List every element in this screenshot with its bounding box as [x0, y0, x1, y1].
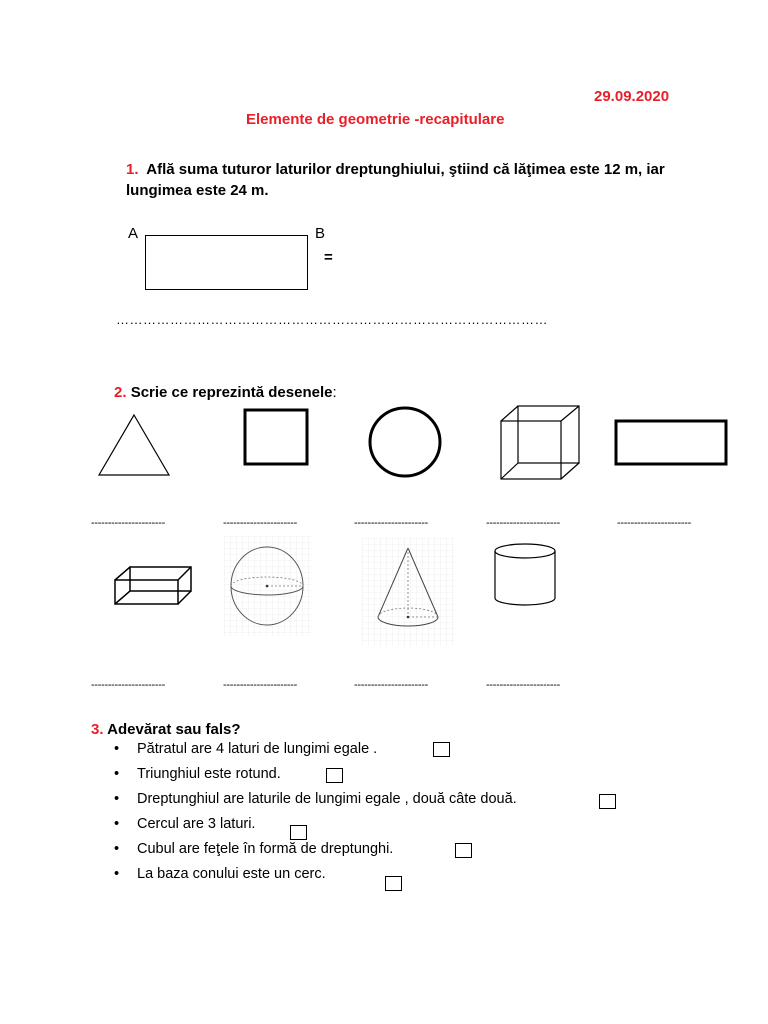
question-3 [91, 721, 241, 738]
sphere-icon [224, 536, 312, 636]
statement-text: Pătratul are 4 laturi de lungimi egale . [137, 741, 378, 757]
square-icon [243, 408, 309, 466]
question-2 [114, 384, 337, 401]
bullet: • [114, 741, 120, 757]
statement-text: Cercul are 3 laturi. [137, 816, 256, 832]
cuboid-icon [112, 564, 194, 606]
list-item [108, 766, 517, 791]
answer-blank-8[interactable]: ---------------------- [354, 679, 428, 691]
question-3-text: Adevărat sau fals? [107, 721, 241, 738]
true-false-list [108, 741, 517, 891]
page-title: Elemente de geometrie -recapitulare [246, 111, 505, 128]
answer-checkbox-2[interactable] [326, 768, 343, 783]
answer-checkbox-3[interactable] [599, 794, 616, 809]
answer-blank-2[interactable]: ---------------------- [223, 517, 297, 529]
bullet: • [114, 766, 120, 782]
answer-blank-5[interactable]: ---------------------- [617, 517, 691, 529]
bullet: • [114, 841, 120, 857]
list-item [108, 816, 517, 841]
list-item [108, 741, 517, 766]
bullet: • [114, 866, 120, 882]
equals-sign: = [324, 249, 333, 266]
answer-blank-1[interactable]: ---------------------- [91, 517, 165, 529]
bullet: • [114, 791, 120, 807]
vertex-label-a: A [128, 225, 139, 242]
statement-text: La baza conului este un cerc. [137, 866, 326, 882]
answer-checkbox-4[interactable] [290, 825, 307, 840]
answer-checkbox-5[interactable] [455, 843, 472, 858]
answer-checkbox-1[interactable] [433, 742, 450, 757]
answer-blank-6[interactable]: ---------------------- [91, 679, 165, 691]
date: 29.09.2020 [594, 88, 670, 105]
answer-blank-7[interactable]: ---------------------- [223, 679, 297, 691]
list-item [108, 866, 517, 891]
question-1-number: 1. [126, 161, 139, 178]
question-2-colon: : [332, 384, 337, 401]
rectangle-abcd [145, 235, 308, 290]
cylinder-icon [492, 542, 560, 608]
triangle-icon [96, 412, 172, 478]
question-2-text: Scrie ce reprezintă desenele [130, 384, 333, 401]
answer-line[interactable]: …………………………………………………………………………………… [116, 312, 548, 327]
vertex-label-b: B [315, 225, 326, 242]
statement-text: Triunghiul este rotund. [137, 766, 281, 782]
answer-checkbox-6[interactable] [385, 876, 402, 891]
answer-blank-4[interactable]: ---------------------- [486, 517, 560, 529]
statement-text: Cubul are feţele în formă de dreptunghi. [137, 841, 394, 857]
circle-icon [367, 404, 443, 480]
answer-blank-3[interactable]: ---------------------- [354, 517, 428, 529]
question-3-number: 3. [91, 721, 104, 738]
bullet: • [114, 816, 120, 832]
rectangle-icon [614, 419, 728, 466]
statement-text: Dreptunghiul are laturile de lungimi egale , două câte două. [137, 791, 517, 807]
cone-icon [362, 538, 454, 646]
list-item [108, 791, 517, 816]
question-2-number: 2. [114, 384, 127, 401]
answer-blank-9[interactable]: ---------------------- [486, 679, 560, 691]
cube-icon [498, 403, 584, 483]
question-1-text: Află suma tuturor laturilor dreptunghiului, ştiind că lăţimea este 12 m, iar lungimea este 24 m. [126, 161, 665, 199]
question-1 [126, 159, 706, 201]
